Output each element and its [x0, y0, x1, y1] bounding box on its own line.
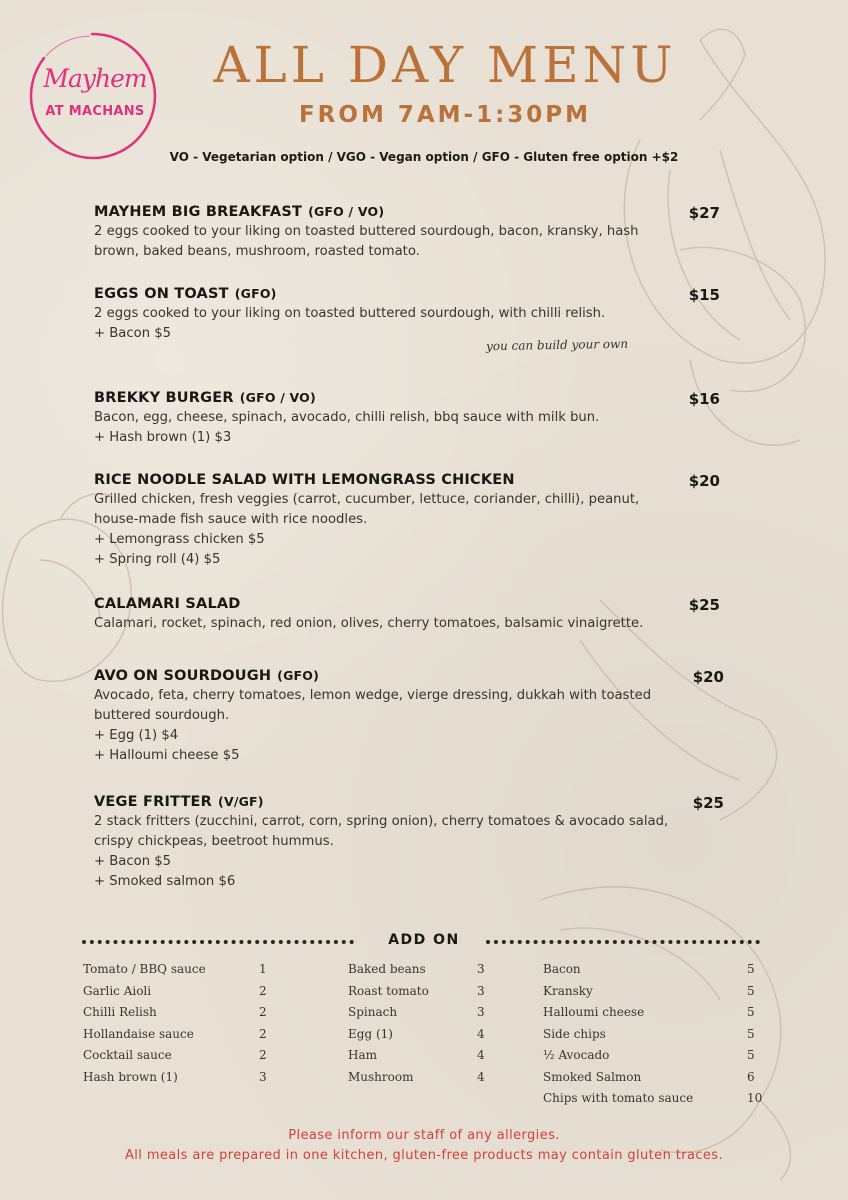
- addon-row: Tomato / BBQ sauce 1: [83, 962, 267, 976]
- addon-column-2: [348, 962, 498, 1091]
- item-tag: (GFO / VO): [308, 204, 385, 219]
- item-extra: + Bacon $5: [94, 326, 172, 341]
- addon-row: Garlic Aioli 2: [83, 983, 267, 998]
- gluten-notice: All meals are prepared in one kitchen, gluten-free products may contain gluten traces.: [124, 1148, 724, 1163]
- menu-item: [94, 668, 734, 766]
- item-price: $20: [692, 668, 724, 686]
- item-name: BREKKY BURGER (GFO / VO): [94, 390, 316, 406]
- addon-row: ½ Avocado 5: [543, 1048, 755, 1062]
- menu-item: [94, 472, 734, 570]
- item-price: $25: [692, 794, 724, 812]
- menu-item: [94, 794, 734, 892]
- addon-row: Spinach 3: [348, 1005, 485, 1019]
- item-extra: + Spring roll (4) $5: [94, 552, 221, 567]
- addon-row: Side chips 5: [543, 1026, 755, 1041]
- menu-item: [94, 204, 734, 262]
- item-tag: (GFO): [234, 286, 277, 301]
- item-extra: + Egg (1) $4: [94, 728, 179, 743]
- addon-row: Egg (1) 4: [348, 1026, 485, 1041]
- item-description: Grilled chicken, fresh veggies (carrot, cucumber, lettuce, coriander, chilli), peanut, house-made fish sauce with rice noodles.: [94, 492, 640, 527]
- handwritten-note: you can build your own: [485, 336, 629, 354]
- menu-item: [94, 286, 734, 344]
- item-extra: + Smoked salmon $6: [94, 874, 236, 889]
- addon-row: Mushroom 4: [348, 1069, 485, 1084]
- addon-row: Cocktail sauce 2: [83, 1048, 267, 1062]
- item-tag: (GFO / VO): [239, 390, 316, 405]
- item-extra: + Lemongrass chicken $5: [94, 532, 265, 547]
- menu-item: [94, 390, 734, 448]
- addon-column-3: [543, 962, 773, 1113]
- item-description: 2 eggs cooked to your liking on toasted buttered sourdough, with chilli relish.: [94, 306, 606, 321]
- addon-column-1: [83, 962, 273, 1091]
- logo-ring-icon: [24, 28, 160, 164]
- item-name: CALAMARI SALAD: [94, 596, 241, 612]
- allergy-notice: Please inform our staff of any allergies.: [288, 1128, 560, 1143]
- item-description: Bacon, egg, cheese, spinach, avocado, chilli relish, bbq sauce with milk bun.: [94, 410, 600, 425]
- logo-script-text: Mayhem: [43, 64, 147, 93]
- addon-row: Smoked Salmon 6: [543, 1069, 755, 1084]
- item-tag: (GFO): [277, 668, 320, 683]
- item-name: VEGE FRITTER (V/GF): [94, 794, 264, 810]
- item-description: Calamari, rocket, spinach, red onion, olives, cherry tomatoes, balsamic vinaigrette.: [94, 616, 644, 631]
- item-price: $27: [688, 204, 720, 222]
- item-description: 2 stack fritters (zucchini, carrot, corn, spring onion), cherry tomatoes & avocado salad, crispy chickpeas, beetroot hummus.: [94, 814, 669, 849]
- item-tag: (V/GF): [218, 794, 264, 809]
- dietary-legend: VO - Vegetarian option / VGO - Vegan option / GFO - Gluten free option +$2: [169, 150, 679, 164]
- item-extra: + Halloumi cheese $5: [94, 748, 240, 763]
- addon-row: Bacon 5: [543, 962, 755, 976]
- item-price: $16: [688, 390, 720, 408]
- logo-subtext: AT MACHANS: [45, 104, 145, 119]
- brand-logo: [24, 28, 160, 164]
- addon-row: Chips with tomato sauce 10: [543, 1091, 763, 1105]
- service-hours: FROM 7AM-1:30PM: [298, 102, 592, 128]
- addon-row: Ham 4: [348, 1048, 485, 1062]
- addon-row: Hash brown (1) 3: [83, 1069, 267, 1084]
- item-description: 2 eggs cooked to your liking on toasted buttered sourdough, bacon, kransky, hash brown, baked beans, mushroom, roasted tomato.: [94, 224, 639, 259]
- item-extra: + Hash brown (1) $3: [94, 430, 232, 445]
- item-name: RICE NOODLE SALAD WITH LEMONGRASS CHICKEN: [94, 472, 515, 488]
- item-extra: + Bacon $5: [94, 854, 172, 869]
- addon-row: Chilli Relish 2: [83, 1005, 267, 1019]
- item-name: AVO ON SOURDOUGH (GFO): [94, 668, 320, 684]
- item-price: $20: [688, 472, 720, 490]
- addon-row: Kransky 5: [543, 983, 755, 998]
- divider-dots-right: [486, 940, 760, 944]
- item-name: MAYHEM BIG BREAKFAST (GFO / VO): [94, 204, 385, 220]
- item-price: $15: [688, 286, 720, 304]
- item-price: $25: [688, 596, 720, 614]
- item-description: Avocado, feta, cherry tomatoes, lemon wedge, vierge dressing, dukkah with toasted buttered sourdough.: [94, 688, 652, 723]
- addon-row: Halloumi cheese 5: [543, 1005, 755, 1019]
- item-name: EGGS ON TOAST (GFO): [94, 286, 277, 302]
- addon-row: Hollandaise sauce 2: [83, 1026, 267, 1041]
- page-title: ALL DAY MENU: [213, 36, 677, 94]
- addon-row: Baked beans 3: [348, 962, 485, 976]
- menu-item: [94, 596, 734, 634]
- addon-title: ADD ON: [388, 932, 460, 948]
- addon-row: Roast tomato 3: [348, 983, 485, 998]
